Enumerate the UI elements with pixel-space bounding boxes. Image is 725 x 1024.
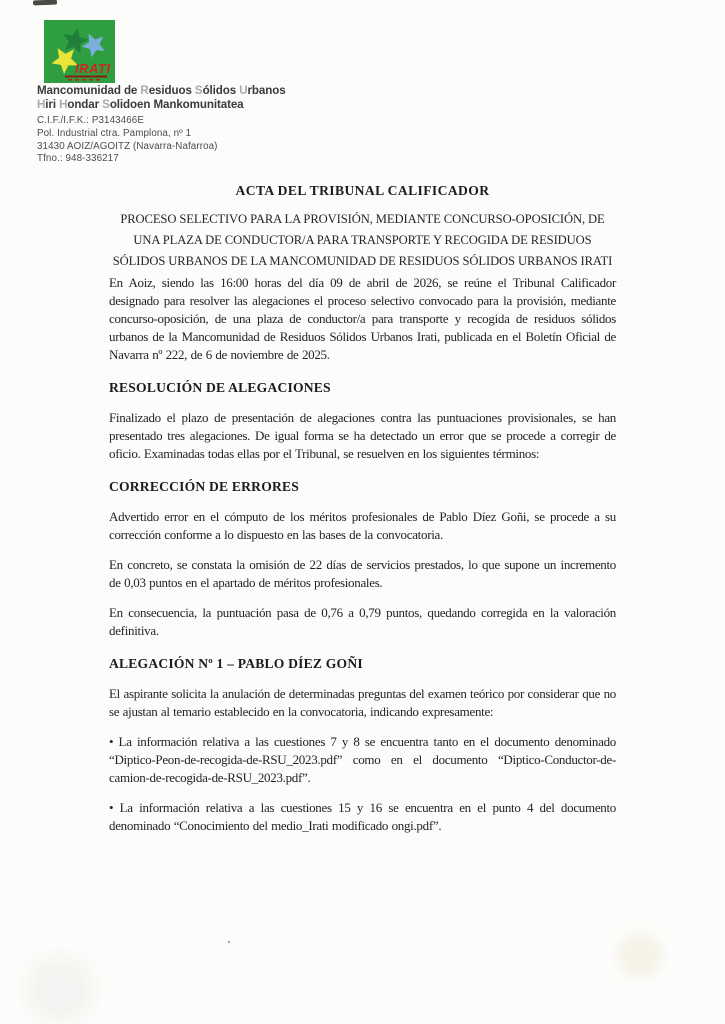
document-title: ACTA DEL TRIBUNAL CALIFICADOR [235, 183, 490, 198]
section-alegacion-1 [109, 655, 616, 835]
paragraph: Advertido error en el cómputo de los méritos profesionales de Pablo Díez Goñi, se procede a su corrección conforme a lo dispuesto en las bases de la convocatoria. [109, 509, 616, 542]
org-name-spanish: Mancomunidad de Residuos Sólidos Urbanos [37, 84, 286, 97]
section-heading-resolucion: RESOLUCIÓN DE ALEGACIONES [109, 380, 331, 395]
org-cif: C.I.F./I.F.K.: P3143466E [37, 115, 144, 126]
section-resolucion [109, 379, 616, 463]
paragraph: Finalizado el plazo de presentación de alegaciones contra las puntuaciones provisionales, se han presentado tres alegaciones. De igual forma se ha detectado un error que se procede a corregir de oficio. Examinadas todas ellas por el Tribunal, se resuelven en los siguientes términos: [109, 410, 616, 461]
paragraph: En consecuencia, la puntuación pasa de 0,76 a 0,79 puntos, quedando corregida en la valoración definitiva. [109, 605, 616, 638]
org-phone: Tfno.: 948-336217 [37, 153, 119, 165]
paragraph: En concreto, se constata la omisión de 22 días de servicios prestados, lo que supone un incremento de 0,03 puntos en el apartado de méritos profesionales. [109, 557, 616, 590]
scan-artifact-smudge [33, 0, 57, 5]
bullet-paragraph: • La información relativa a las cuestiones 15 y 16 se encuentra en el punto 4 del documento denominado “Conocimiento del medio_Irati modificado ongi.pdf”. [109, 800, 616, 833]
intro-paragraph: En Aoiz, siendo las 16:00 horas del día 09 de abril de 2026, se reúne el Tribunal Calificador designado para resolver las alegaciones el proceso selectivo convocado para la provisión, mediante concurso-oposición, de una plaza de conductor/a para transporte y recogida de residuos sólidos urbanos de la Mancomunidad de Residuos Sólidos Urbanos Irati, publicada en el Boletín Oficial de Navarra nº 222, de 6 de noviembre de 2025. [109, 275, 616, 362]
org-address-line1: Pol. Industrial ctra. Pamplona, nº 1 [37, 127, 192, 139]
document-body [109, 182, 616, 835]
section-heading-correccion: CORRECCIÓN DE ERRORES [109, 479, 300, 494]
bullet-paragraph: • La información relativa a las cuestiones 7 y 8 se encuentra tanto en el documento denominado “Diptico-Peon-de-recogida-de-RSU_2023.pdf” como en el documento “Diptico-Conductor-de-camion-de-recogida-de-RSU_2023.pdf”. [109, 734, 616, 785]
org-name-basque: Hiri Hondar Solidoen Mankomunitatea [37, 98, 244, 111]
letterhead-text-block [37, 84, 286, 166]
logo-irati-text: IRATI [75, 61, 111, 76]
section-correccion [109, 478, 616, 640]
logo-underline [65, 76, 107, 78]
section-heading-alegacion-1: ALEGACIÓN Nº 1 – PABLO DÍEZ GOÑI [109, 656, 363, 671]
paragraph: El aspirante solicita la anulación de determinadas preguntas del examen teórico por considerar que no se ajustan al temario establecido en la convocatoria, indicando expresamente: [109, 686, 616, 719]
irati-logo-graphic [44, 20, 115, 83]
org-address-line2: 31430 AOIZ/AGOITZ (Navarra-Nafarroa) [37, 140, 218, 152]
document-subtitle: PROCESO SELECTIVO PARA LA PROVISIÓN, MEDIANTE CONCURSO-OPOSICIÓN, DE UNA PLAZA DE CONDUCTOR/A PARA TRANSPORTE Y RECOGIDA DE RESIDUOS SÓLIDOS URBANOS DE LA MANCOMUNIDAD DE RESIDUOS SÓLIDOS URBANOS IRATI [112, 212, 613, 268]
scan-speck [228, 941, 230, 943]
irati-logo [44, 20, 115, 83]
